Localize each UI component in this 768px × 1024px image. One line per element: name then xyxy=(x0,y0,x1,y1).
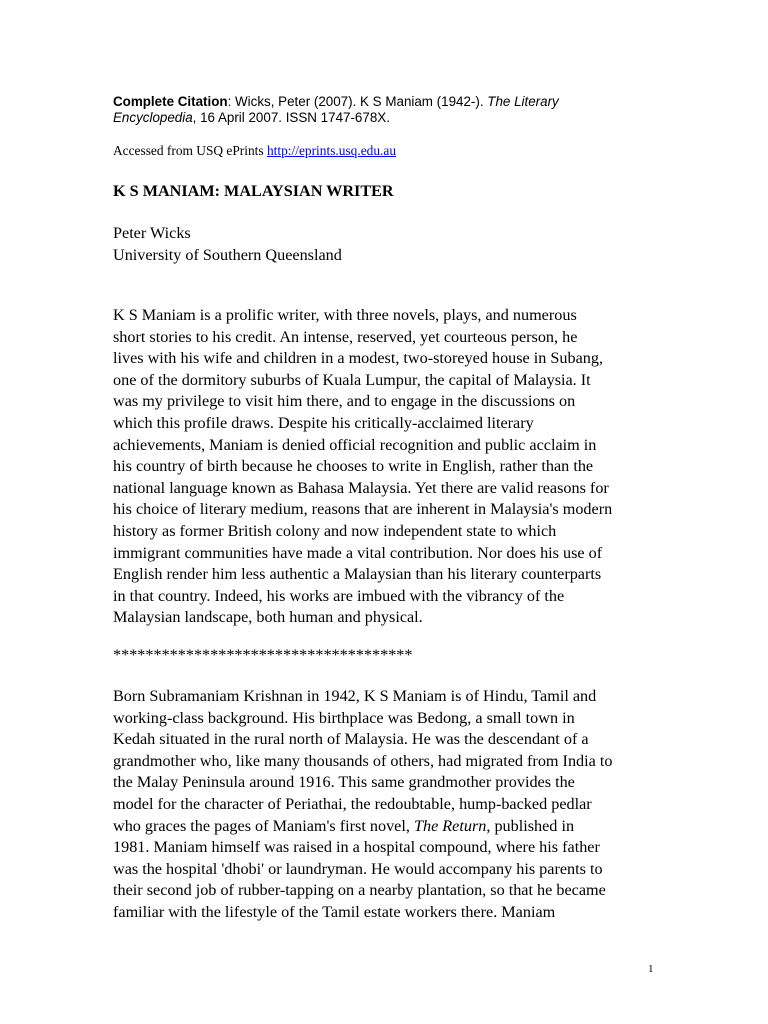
text-line: achievements, Maniam is denied official recognition and public acclaim in xyxy=(113,435,597,454)
text-line: was the hospital 'dhobi' or laundryman. He would accompany his parents to xyxy=(113,859,603,878)
article-title: K S MANIAM: MALAYSIAN WRITER xyxy=(113,182,394,200)
accessed-text: Accessed from USQ ePrints xyxy=(113,143,267,158)
text-line: Malaysian landscape, both human and physical. xyxy=(113,608,423,627)
text-line: one of the dormitory suburbs of Kuala Lumpur, the capital of Malaysia. It xyxy=(113,370,591,389)
paragraph-biography xyxy=(113,686,673,924)
text-line: their second job of rubber-tapping on a nearby plantation, so that he became xyxy=(113,881,606,900)
text-line: model for the character of Periathai, the redoubtable, hump-backed pedlar xyxy=(113,794,592,813)
text-line: working-class background. His birthplace was Bedong, a small town in xyxy=(113,708,575,727)
text-line: history as former British colony and now independent state to which xyxy=(113,521,557,540)
novel-title: The Return xyxy=(413,816,487,835)
text-line xyxy=(113,816,673,838)
text-line: K S Maniam is a prolific writer, with three novels, plays, and numerous xyxy=(113,306,577,324)
citation-label: Complete Citation xyxy=(113,94,228,109)
text-line: familiar with the lifestyle of the Tamil estate workers there. Maniam xyxy=(113,902,556,921)
text-line: national language known as Bahasa Malaysia. Yet there are valid reasons for xyxy=(113,478,609,497)
paragraph-introduction xyxy=(113,305,673,629)
author-name: Peter Wicks xyxy=(113,224,191,242)
text-line: English render him less authentic a Malaysian than his literary counterparts xyxy=(113,565,602,584)
citation-date-issn: , 16 April 2007. ISSN 1747-678X. xyxy=(192,110,390,125)
author-affiliation: University of Southern Queensland xyxy=(113,246,342,264)
text-line: the Malay Peninsula around 1916. This same grandmother provides the xyxy=(113,773,575,792)
citation-journal: The Literary Encyclopedia xyxy=(113,94,559,125)
text-segment: , published in xyxy=(486,816,575,835)
text-line: in that country. Indeed, his works are imbued with the vibrancy of the xyxy=(113,586,565,605)
text-line: Born Subramaniam Krishnan in 1942, K S Maniam is of Hindu, Tamil and xyxy=(113,687,597,705)
text-line: immigrant communities have made a vital contribution. Nor does his use of xyxy=(113,543,603,562)
text-line: 1981. Maniam himself was raised in a hospital compound, where his father xyxy=(113,838,600,857)
text-line: grandmother who, like many thousands of others, had migrated from India to xyxy=(113,751,613,770)
text-line: which this profile draws. Despite his critically-acclaimed literary xyxy=(113,413,534,432)
complete-citation xyxy=(113,94,633,126)
author-block xyxy=(113,222,633,266)
text-line: his country of birth because he chooses to write in English, rather than the xyxy=(113,457,594,476)
page-number: 1 xyxy=(648,963,654,975)
text-line: his choice of literary medium, reasons that are inherent in Malaysia's modern xyxy=(113,500,613,519)
text-line: was my privilege to visit him there, and to engage in the discussions on xyxy=(113,392,576,411)
text-segment: who graces the pages of Maniam's first novel, xyxy=(113,816,414,835)
text-line: lives with his wife and children in a modest, two-storeyed house in Subang, xyxy=(113,349,604,368)
eprints-link[interactable]: http://eprints.usq.edu.au xyxy=(266,143,397,158)
text-line: short stories to his credit. An intense, reserved, yet courteous person, he xyxy=(113,327,578,346)
text-line: Kedah situated in the rural north of Malaysia. He was the descendant of a xyxy=(113,730,589,749)
section-separator: ************************************* xyxy=(113,646,413,664)
citation-text: : Wicks, Peter (2007). K S Maniam (1942-). xyxy=(227,94,488,109)
accessed-from-line xyxy=(113,143,633,159)
